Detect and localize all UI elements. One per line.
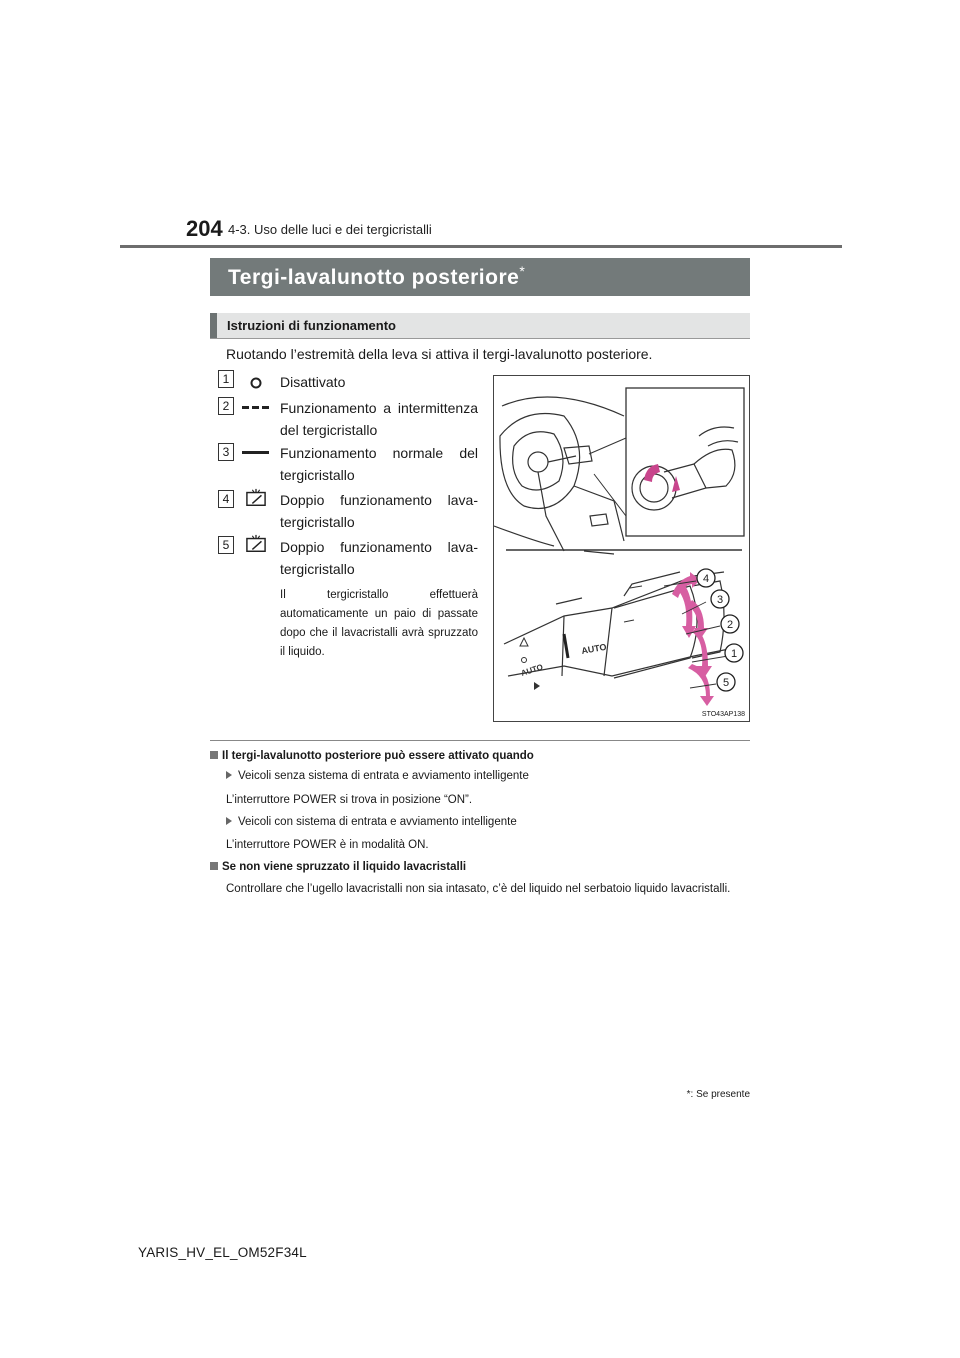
subsection-rule (210, 338, 750, 339)
note-text: Controllare che l’ugello lavacristalli non sia intasato, c’è del liquido nel serbatoio liquido lavacristalli. (226, 883, 731, 895)
note-text: L’interruttore POWER si trova in posizione “ON”. (226, 794, 473, 806)
optional-marker: * (519, 263, 526, 279)
item-text: Funzionamento a intermittenza del tergicristallo (280, 400, 478, 438)
callout-number: 4 (702, 573, 710, 585)
rear-washer-icon (240, 488, 272, 508)
rear-washer-icon (240, 534, 272, 554)
item-number-badge: 4 (218, 490, 234, 508)
square-bullet-icon (210, 862, 218, 870)
triangle-bullet-icon (226, 817, 232, 825)
callout-number: 2 (726, 619, 734, 631)
auto-label: AUTO (519, 662, 545, 678)
square-bullet-icon (210, 751, 218, 759)
item-text: Funzionamento normale del tergicristallo (280, 445, 478, 483)
triangle-bullet-icon (226, 771, 232, 779)
normal-line-icon (240, 443, 272, 463)
callout-number: 1 (730, 648, 738, 660)
note-heading-text: Se non viene spruzzato il liquido lavacristalli (222, 861, 467, 873)
subsection-title: Istruzioni di funzionamento (210, 313, 750, 338)
off-circle-icon (240, 373, 272, 393)
chapter-title: 4-3. Uso delle luci e dei tergicristalli (228, 222, 432, 237)
footer-code: YARIS_HV_EL_OM52F34L (138, 1245, 307, 1260)
item-number-badge: 3 (218, 443, 234, 461)
wiper-lever-illustration (493, 375, 750, 722)
item-note: Il tergicristallo effettuerà automaticamente un paio di passate dopo che il lavacristalli avrà spruzzato il liquido. (280, 589, 478, 658)
note-bullet (226, 816, 517, 828)
header-rule (120, 245, 842, 248)
item-text: Disattivato (280, 374, 346, 390)
note-bullet-text: Veicoli con sistema di entrata e avviamento intelligente (238, 816, 517, 828)
wiper-lever-drawing (494, 376, 749, 721)
item-text: Doppio funzionamento lava-tergicristallo (280, 539, 478, 577)
intermittent-dashes-icon (240, 398, 272, 418)
notes-rule (210, 740, 750, 741)
callout-number: 3 (716, 594, 724, 606)
note-heading (210, 861, 466, 873)
figure-code: STO43AP138 (701, 711, 745, 718)
note-text: L’interruttore POWER è in modalità ON. (226, 839, 429, 851)
footnote: *: Se presente (686, 1089, 750, 1100)
item-number-badge: 2 (218, 397, 234, 415)
auto-label: AUTO (580, 641, 608, 656)
note-heading-text: Il tergi-lavalunotto posteriore può essere attivato quando (222, 750, 534, 762)
callout-number: 5 (722, 677, 730, 689)
intro-text: Ruotando l’estremità della leva si attiva il tergi-lavalunotto posteriore. (226, 346, 653, 362)
item-text: Doppio funzionamento lava-tergicristallo (280, 492, 478, 530)
section-title-text: Tergi-lavalunotto posteriore (228, 266, 520, 289)
page-number: 204 (186, 216, 223, 241)
section-title (210, 258, 750, 296)
note-heading (210, 750, 534, 762)
note-bullet (226, 770, 529, 782)
note-bullet-text: Veicoli senza sistema di entrata e avviamento intelligente (238, 770, 529, 782)
item-number-badge: 5 (218, 536, 234, 554)
item-number-badge: 1 (218, 370, 234, 388)
